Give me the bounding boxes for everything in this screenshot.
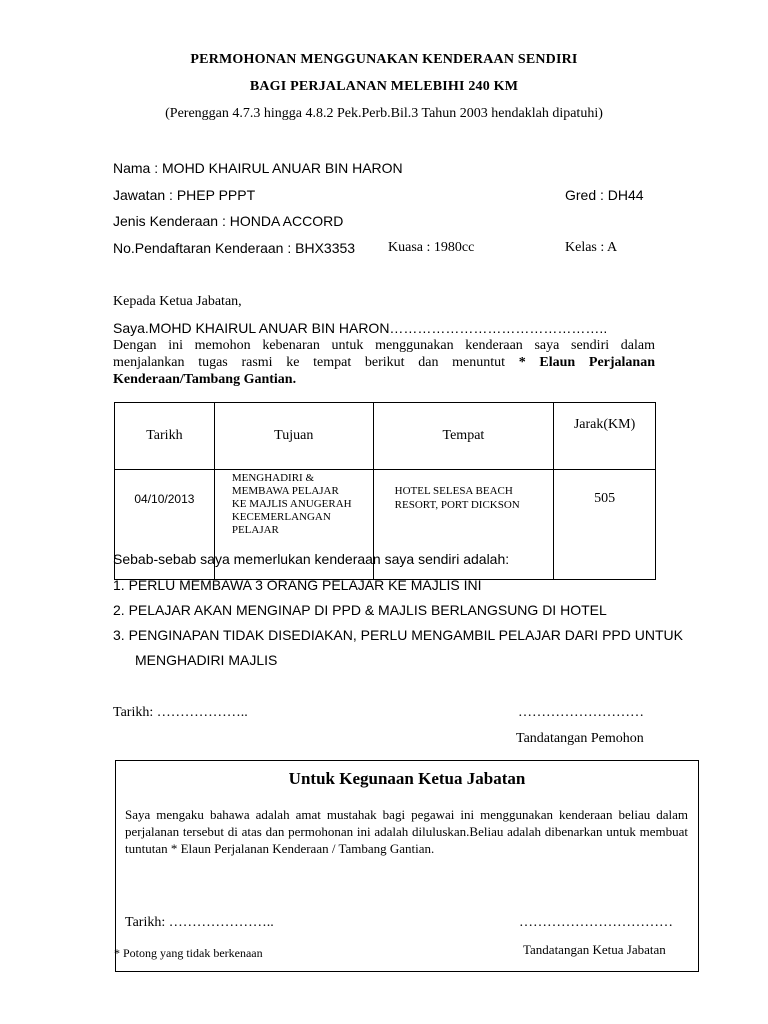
vehicle-power: Kuasa : 1980cc [388,240,475,255]
vehicle-class: Kelas : A [565,240,618,255]
reasons-intro: Sebab-sebab saya memerlukan kenderaan saya sendiri adalah: [113,551,510,567]
row-tempat-line: RESORT, PORT DICKSON [394,499,520,511]
row-tujuan-line: PELAJAR [231,524,279,536]
ketua-signature-label: Tandatangan Ketua Jabatan [523,942,666,957]
table-header-tarikh: Tarikh [115,403,215,470]
form-subtitle: (Perenggan 4.7.3 hingga 4.8.2 Pek.Perb.Bil.3 Tahun 2003 hendaklah dipatuhi) [165,106,603,121]
ketua-date-field: Tarikh: ………………….. [125,915,274,930]
reason-item-1: 1. PERLU MEMBAWA 3 ORANG PELAJAR KE MAJLIS INI [113,577,482,593]
reason-item-3-cont: MENGHADIRI MAJLIS [135,652,278,668]
ketua-box-heading: Untuk Kegunaan Ketua Jabatan [288,769,526,788]
row-tempat-line: HOTEL SELESA BEACH [394,485,513,497]
footnote: * Potong yang tidak berkenaan [114,946,263,960]
applicant-gred: Gred : DH44 [565,187,644,203]
row-tarikh: 04/10/2013 [115,470,215,580]
applicant-signature-line: ……………………… [518,705,644,720]
vehicle-registration: No.Pendaftaran Kenderaan : BHX3353 [113,240,356,256]
applicant-date-field: Tarikh: ……………….. [113,705,248,720]
ketua-signature-line: …………………………… [519,915,673,930]
row-tujuan-line: MENGHADIRI & [231,472,315,484]
letter-applicant-line: Saya.MOHD KHAIRUL ANUAR BIN HARON……………………………………….. [113,320,608,336]
applicant-name: Nama : MOHD KHAIRUL ANUAR BIN HARON [113,160,403,176]
request-paragraph [113,337,655,388]
applicant-signature-label: Tandatangan Pemohon [516,731,644,746]
request-line-1: Dengan ini memohon kebenaran untuk menggunakan kenderaan saya sendiri dalam [113,338,655,353]
row-tujuan-line: KE MAJLIS ANUGERAH [231,498,352,510]
form-title-line2: BAGI PERJALANAN MELEBIHI 240 KM [249,79,519,94]
table-header-jarak: Jarak(KM) [554,403,656,470]
ketua-jabatan-box [115,760,699,972]
request-line-3 [113,371,655,388]
request-line-2-text: menjalankan tugas rasmi ke tempat berikut dan menuntut [113,355,506,370]
reason-item-3: 3. PENGINAPAN TIDAK DISEDIAKAN, PERLU MENGAMBIL PELAJAR DARI PPD UNTUK [113,627,683,643]
letter-recipient: Kepada Ketua Jabatan, [113,294,242,309]
table-header-tujuan: Tujuan [214,403,373,470]
table-header-row [115,403,656,470]
row-jarak: 505 [554,470,656,580]
request-line-2-bold: * Elaun Perjalanan [518,355,656,370]
applicant-jawatan: Jawatan : PHEP PPPT [113,187,256,203]
ketua-box-paragraph: Saya mengaku bahawa adalah amat mustahak bagi pegawai ini menggunakan kenderaan beliau dalam perjalanan tersebut di atas dan permohonan ini adalah diluluskan.Beliau adalah dibenarkan untuk membuat tuntutan * Elaun Perjalanan Kenderaan / Tambang Gantian. [125,807,688,856]
row-tujuan-line: KECEMERLANGAN [231,511,331,523]
row-tujuan-line: MEMBAWA PELAJAR [231,485,339,497]
form-title-line1: PERMOHONAN MENGGUNAKAN KENDERAAN SENDIRI [190,52,578,67]
table-header-tempat: Tempat [373,403,554,470]
request-line-3-bold: Kenderaan/Tambang Gantian. [113,372,297,387]
request-line-2 [113,354,655,371]
vehicle-type: Jenis Kenderaan : HONDA ACCORD [113,213,344,229]
reason-item-2: 2. PELAJAR AKAN MENGINAP DI PPD & MAJLIS BERLANGSUNG DI HOTEL [113,602,607,618]
